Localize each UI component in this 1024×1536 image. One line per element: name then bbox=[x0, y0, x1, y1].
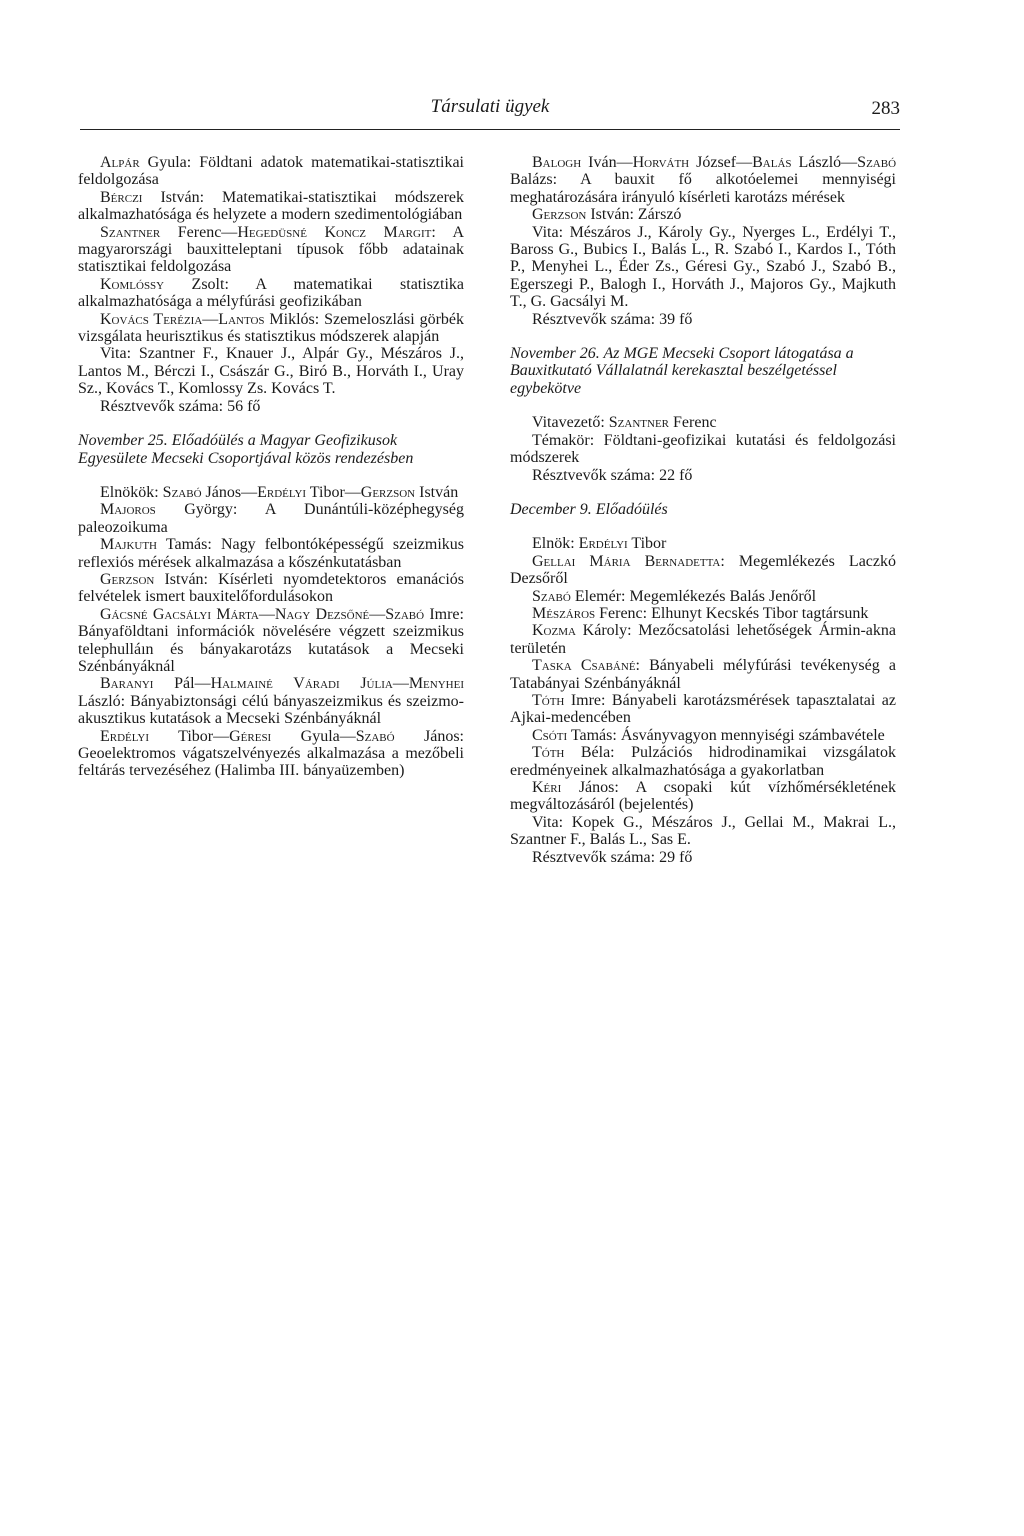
talk-title: : A magyarországi bauxitteleptani típusok főbb adatainak statisztikai feldolgozása bbox=[78, 223, 465, 276]
participant-count: Résztvevők száma: 29 fő bbox=[532, 848, 693, 866]
talk-title: Tamás: Nagy felbontóképességű szeizmikus reflexiós mérések alkalmazása a kőszénkutatásban bbox=[78, 536, 464, 571]
talk-title: Ferenc: Elhunyt Kecskés Tibor tagtársunk bbox=[595, 604, 869, 622]
talk-title: László: Bányabiztonsági célú bányaszeizmikus és szeizmo-akusztikus kutatások a Mecseki Szénbányáknál bbox=[78, 692, 464, 728]
chair-first-name: János— bbox=[201, 483, 258, 501]
talk-text: Tibor— bbox=[149, 727, 230, 745]
talk-entry bbox=[78, 571, 464, 606]
session-heading: November 25. Előadóülés a Magyar Geofizikusok Egyesülete Mecseki Csoportjával közös rendezésben bbox=[78, 432, 414, 467]
moderator-label: Vitavezető: bbox=[532, 414, 609, 432]
session-heading: December 9. Előadóülés bbox=[510, 500, 668, 518]
talk-entry bbox=[78, 501, 464, 536]
talk-entry bbox=[78, 606, 464, 676]
talk-author: Majkuth bbox=[100, 536, 158, 554]
talk-author: Balogh bbox=[532, 154, 582, 171]
session-title: Az MGE Mecseki Csoport látogatása a Bauxitkutató Vállalatnál kerekasztal beszélgetéssel egybekötve bbox=[510, 345, 854, 397]
page-header bbox=[80, 96, 900, 130]
moderator-name: Szantner bbox=[608, 414, 670, 432]
talk-author: Hegedüsné Koncz Margit bbox=[237, 223, 432, 241]
chair-name: Szabó bbox=[162, 483, 202, 501]
talk-author: Gácsné Gacsályi Márta—Nagy Dezsőné—Szabó bbox=[100, 605, 425, 623]
talk-entry bbox=[78, 311, 464, 346]
talk-author: Gerzson bbox=[100, 570, 155, 588]
talk-title: : Bányabeli mélyfúrási tevékenység a Tatabányai Szénbányáknál bbox=[510, 657, 896, 692]
talk-title: : Megemlékezés Laczkó Dezsőről bbox=[510, 552, 896, 588]
topic-line: Témakör: Földtani-geofizikai kutatási és feldolgozási módszerek bbox=[510, 431, 896, 467]
discussion-list: Vita: Mészáros J., Károly Gy., Nyerges L., Erdélyi T., Baross G., Bubics I., Balás L., R. Szabó I., Kardos I., Tóth P., Menyhei L., Éder Zs., Géresi Gy., Szabó J., Szabó B., Egerszegi P., Balogh I., Horváth J., Majoros Gy., Majkuth T., G. Gacsályi M. bbox=[510, 223, 896, 311]
talk-author: Komlóssy bbox=[100, 275, 165, 293]
talk-entry bbox=[510, 553, 896, 588]
moderator-first-name: Ferenc bbox=[669, 414, 717, 432]
talk-title: György: A Dunántúli-középhegység paleozoikuma bbox=[78, 501, 464, 536]
talk-title: János: Geoelektromos vágatszelvényezés alkalmazása a mezőbeli feltárás tervezéséhez (Halimba III. bányaüzemben) bbox=[78, 727, 464, 780]
talk-title: István: Kísérleti nyomdetektoros emanációs felvételek ismert bauxitelőfordulásokon bbox=[78, 570, 464, 606]
talk-entry bbox=[510, 727, 896, 744]
header-rule bbox=[80, 129, 900, 130]
talk-entry bbox=[510, 605, 896, 622]
discussion-list: Vita: Szantner F., Knauer J., Alpár Gy., Mészáros J., Lantos M., Bérczi I., Császár G., Biró B., Horváth I., Uray Sz., Kovács T., Komlossy Zs. Kovács T. bbox=[78, 345, 464, 398]
session-date: November 26. bbox=[510, 345, 600, 363]
talk-title: Károly: Mezőcsatolási lehetőségek Ármin-akna területén bbox=[510, 622, 896, 657]
chair-first-name: István bbox=[415, 483, 459, 501]
talk-title: Béla: Pulzációs hidrodinamikai vizsgálatok eredményeinek alkalmazhatósága a gyakorlatban bbox=[510, 744, 896, 779]
talk-title: Tamás: Ásványvagyon mennyiségi számbavétele bbox=[567, 726, 885, 744]
chairs-label: Elnökök: bbox=[100, 483, 163, 501]
talk-title: Gyula: Földtani adatok matematikai-statisztikai feldolgozása bbox=[78, 154, 464, 189]
participant-count: Résztvevők száma: 39 fő bbox=[532, 310, 693, 328]
chair-label: Elnök: bbox=[532, 535, 579, 553]
talk-author: Alpár bbox=[100, 154, 140, 171]
talk-author: Majoros bbox=[100, 501, 156, 519]
talk-entry bbox=[510, 206, 896, 223]
talk-author: Balás bbox=[752, 154, 792, 171]
talk-title: János: A csopaki kút vízhőmérsékletének megváltozásáról (bejelentés) bbox=[510, 779, 896, 814]
talk-author: Szantner bbox=[100, 223, 161, 241]
talk-entry bbox=[78, 536, 464, 571]
talk-entry bbox=[510, 154, 896, 206]
talk-text: Ferenc— bbox=[160, 223, 238, 241]
chair-line bbox=[510, 535, 896, 552]
talk-author: Gerzson bbox=[532, 206, 587, 224]
talk-text: Gyula— bbox=[271, 727, 356, 745]
talk-title: Imre: Bányaföldtani információk növelésére végzett szeizmikus telephulláın és bányakarotázs kutatások a Mecseki Szénbányáknál bbox=[78, 605, 464, 675]
talk-entry bbox=[78, 728, 464, 780]
talk-author: Szabó bbox=[355, 727, 395, 745]
talk-title: Miklós: Szemeloszlási görbék vizsgálata heurisztikus és statisztikus módszerek alapján bbox=[78, 310, 465, 346]
talk-author: Csóti bbox=[532, 726, 568, 744]
talk-author: Taska Csabáné bbox=[532, 657, 636, 675]
chair-first-name: Tibor— bbox=[306, 483, 361, 501]
moderator-line bbox=[510, 414, 896, 431]
participant-count: Résztvevők száma: 56 fő bbox=[100, 397, 261, 415]
talk-title: Imre: Bányabeli karotázsmérések tapasztalatai az Ajkai-medencében bbox=[510, 691, 896, 727]
talk-author: Szabó bbox=[857, 154, 897, 171]
running-title: Társulati ügyek bbox=[430, 96, 550, 117]
talk-title: Balázs: A bauxit fő alkotóelemei mennyiségi meghatározására irányuló kísérleti karotázs mérések bbox=[510, 171, 896, 206]
talk-entry bbox=[78, 276, 464, 311]
talk-text: József— bbox=[689, 154, 753, 171]
talk-entry bbox=[78, 189, 464, 224]
talk-author: Mészáros bbox=[532, 604, 596, 622]
talk-title: Elemér: Megemlékezés Balás Jenőről bbox=[570, 587, 817, 605]
chair-name: Erdélyi bbox=[578, 535, 628, 553]
talk-author: Géresi bbox=[229, 727, 272, 745]
chair-name: Erdélyi bbox=[257, 483, 307, 501]
talk-entry bbox=[78, 224, 464, 276]
talk-title: István: Matematikai-statisztikai módszerek alkalmazhatósága és helyzete a modern szedimentológiában bbox=[78, 188, 464, 224]
talk-author: Horváth bbox=[632, 154, 690, 171]
talk-author: Erdélyi bbox=[100, 727, 149, 745]
talk-author: Kozma bbox=[532, 622, 576, 640]
talk-entry bbox=[510, 744, 896, 779]
talk-entry bbox=[78, 154, 464, 189]
talk-author: Bérczi bbox=[100, 188, 143, 206]
talk-entry bbox=[510, 622, 896, 657]
session-heading bbox=[510, 345, 896, 397]
talk-entry bbox=[510, 692, 896, 727]
talk-text: Pál— bbox=[153, 675, 211, 693]
talk-author: Tóth bbox=[532, 691, 565, 709]
talk-title: Zsolt: A matematikai statisztika alkalmazhatósága a mélyfúrási geofizikában bbox=[78, 275, 464, 311]
talk-author: Tóth bbox=[532, 744, 565, 762]
talk-title: István: Zárszó bbox=[586, 206, 682, 224]
talk-text: László— bbox=[791, 154, 858, 171]
discussion-list: Vita: Kopek G., Mészáros J., Gellai M., Makrai L., Szantner F., Balás L., Sas E. bbox=[510, 813, 896, 849]
chair-name: Gerzson bbox=[360, 483, 416, 501]
talk-author: Baranyi bbox=[100, 675, 154, 693]
talk-entry bbox=[510, 588, 896, 605]
chair-first-name: Tibor bbox=[627, 535, 667, 553]
talk-entry bbox=[510, 779, 896, 814]
talk-entry bbox=[78, 675, 464, 727]
talk-author: Szabó bbox=[532, 587, 571, 605]
talk-text: Iván— bbox=[581, 154, 633, 171]
talk-author: Kovács Terézia—Lantos bbox=[100, 310, 265, 328]
talk-entry bbox=[510, 657, 896, 692]
page-number: 283 bbox=[871, 98, 900, 119]
talk-author: Kéri bbox=[532, 779, 562, 796]
participant-count: Résztvevők száma: 22 fő bbox=[532, 466, 693, 484]
talk-author: Gellai Mária Bernadetta bbox=[532, 552, 721, 570]
chairs-line bbox=[78, 484, 464, 501]
right-column bbox=[510, 154, 896, 866]
talk-author: Halmainé Váradi Júlia—Menyhei bbox=[210, 675, 464, 693]
left-column bbox=[78, 154, 464, 780]
